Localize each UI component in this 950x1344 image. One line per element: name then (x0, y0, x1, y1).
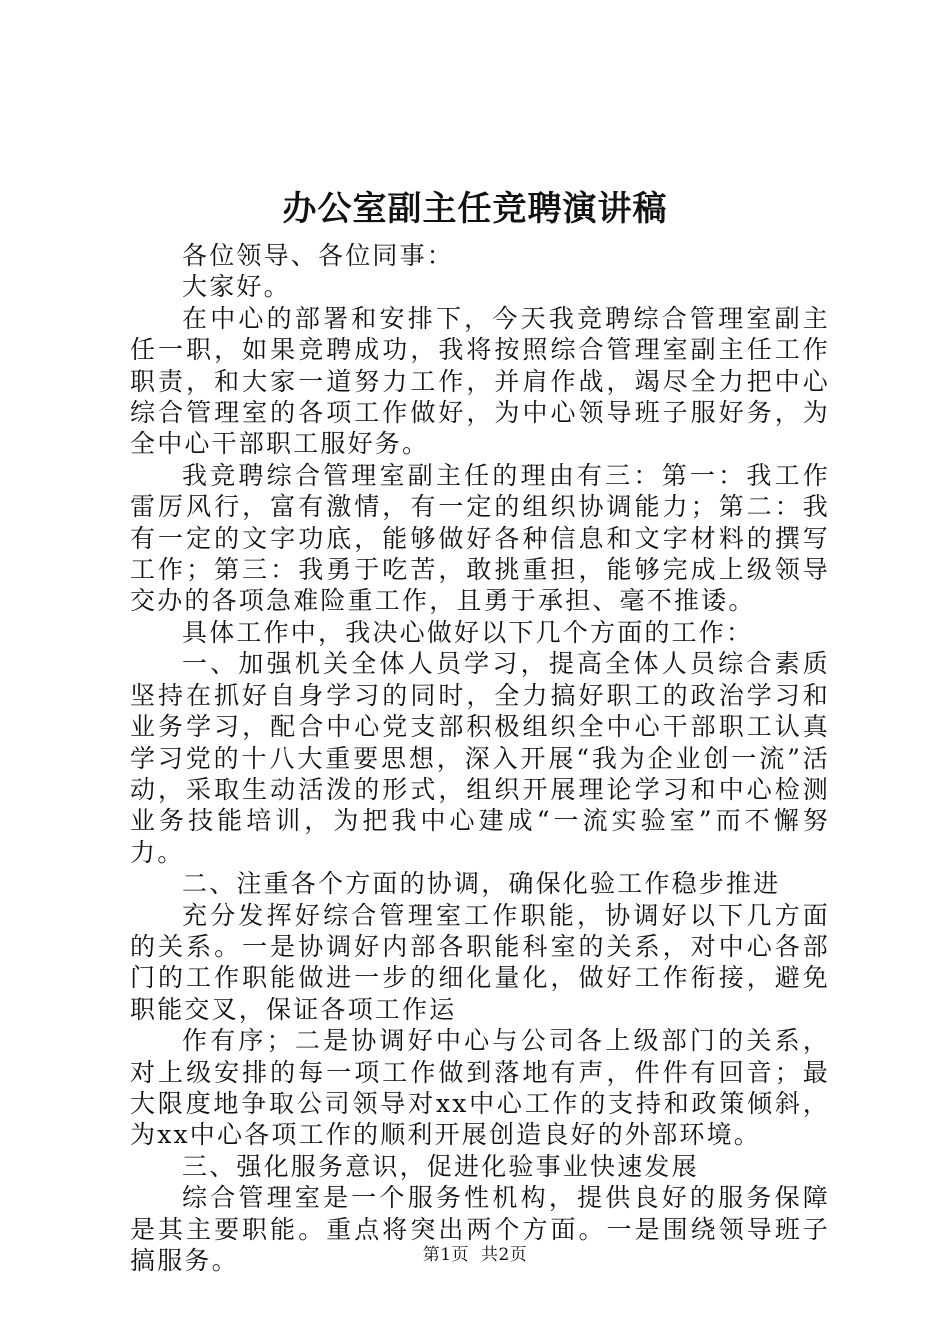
document-body (130, 240, 830, 1276)
document-title: 办公室副主任竞聘演讲稿 (282, 189, 668, 229)
section-two-paragraph-b: 作有序；二是协调好中心与公司各上级部门的关系，对上级安排的每一项工作做到落地有声，件件有回音；最大限度地争取公司领导对xx中心工作的支持和政策倾斜，为xx中心各项工作的顺利开展创造良好的外部环境。 (130, 1026, 830, 1150)
section-three-paragraph: 综合管理室是一个服务性机构，提供良好的服务保障是其主要职能。重点将突出两个方面。一是围绕领导班子搞服务。 (130, 1183, 830, 1275)
page-number: 第1页 (422, 1245, 470, 1265)
section-three-heading: 三、强化服务意识，促进化验事业快速发展 (182, 1151, 699, 1181)
reasons-paragraph: 我竞聘综合管理室副主任的理由有三：第一：我工作雷厉风行，富有激情，有一定的组织协调能力；第二：我有一定的文字功底，能够做好各种信息和文字材料的撰写工作；第三：我勇于吃苦，敢挑重担，能够完成上级领导交办的各项急难险重工作，且勇于承担、毫不推诿。 (130, 460, 830, 616)
plan-intro-paragraph: 具体工作中，我决心做好以下几个方面的工作： (182, 617, 754, 647)
page-total: 共2页 (480, 1245, 528, 1265)
page-footer (0, 1240, 950, 1265)
greeting-paragraph: 各位领导、各位同事： (182, 241, 455, 270)
section-one-paragraph: 一、加强机关全体人员学习，提高全体人员综合素质坚持在抓好自身学习的同时，全力搞好职工的政治学习和业务学习，配合中心党支部积极组织全中心干部职工认真学习党的十八大重要思想，深入开展“我为企业创一流”活动，采取生动活泼的形式，组织开展理论学习和中心检测业务技能培训，为把我中心建成“一流实验室”而不懈努力。 (130, 649, 830, 867)
section-two-heading: 二、注重各个方面的协调，确保化验工作稳步推进 (182, 869, 781, 899)
salutation-paragraph: 大家好。 (182, 272, 291, 302)
section-two-paragraph-a: 充分发挥好综合管理室工作职能，协调好以下几方面的关系。一是协调好内部各职能科室的关系，对中心各部门的工作职能做进一步的细化量化，做好工作衔接，避免职能交叉，保证各项工作运 (130, 900, 830, 1024)
intro-paragraph: 在中心的部署和安排下，今天我竞聘综合管理室副主任一职，如果竞聘成功，我将按照综合管理室副主任工作职责，和大家一道努力工作，并肩作战，竭尽全力把中心综合管理室的各项工作做好，为中心领导班子服好务，为全中心干部职工服好务。 (130, 303, 830, 459)
